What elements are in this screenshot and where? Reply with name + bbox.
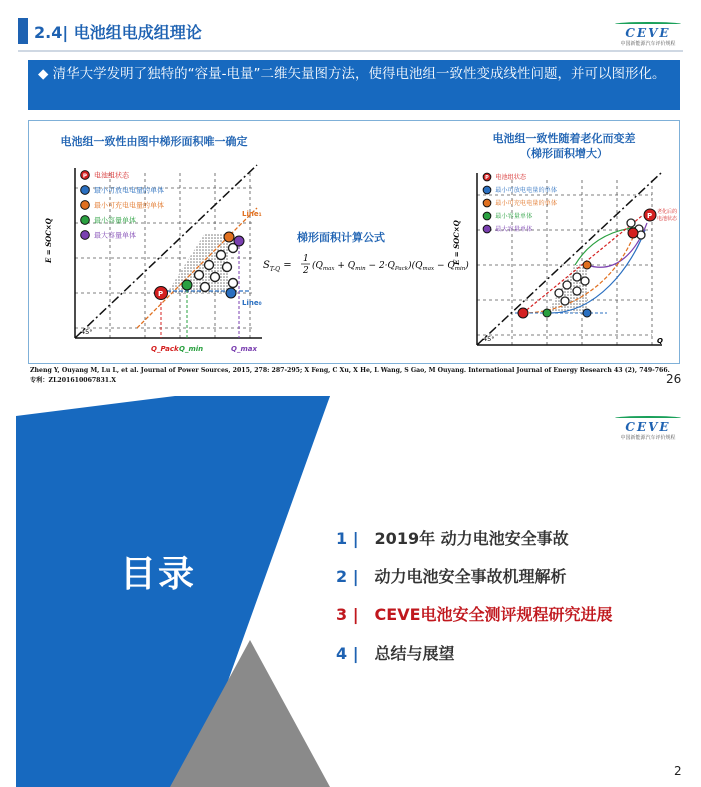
right-min-capacity-cell — [543, 309, 551, 317]
toc-title: 目录 — [120, 554, 197, 595]
toc-item-number: 3 | — [336, 605, 359, 624]
right-diagonal — [477, 173, 661, 345]
left-min-dischargeable-cell — [226, 288, 236, 298]
legend-marker — [483, 199, 491, 207]
title-divider — [18, 50, 683, 52]
left-line1-label: Line₁ — [242, 210, 262, 218]
logo-word: CEVE — [625, 420, 671, 434]
right-aged-annotation-line1: 老化后的 — [657, 209, 678, 215]
legend-label: 最大容量单体 — [495, 226, 533, 234]
formula-svg — [261, 249, 469, 279]
left-angle-label: 45° — [81, 328, 93, 336]
legend-label: 最小可充电电量的单体 — [94, 201, 164, 210]
legend-label: 最小容量单体 — [495, 213, 533, 221]
left-x-label-qpack: Q_Pack — [151, 345, 179, 353]
formula-rhs: $(Q_{max} + Q_{min} - 2\cdot Q_{Pack})(Q_{max} - Q_{min})$ — [312, 261, 469, 272]
logo-word: CEVE — [625, 26, 671, 40]
legend-marker — [81, 231, 90, 240]
right-figure-caption — [459, 131, 669, 161]
left-max-capacity-cell — [234, 236, 244, 246]
formula-half-den: 2 — [303, 266, 309, 276]
toc-item-1[interactable] — [336, 526, 569, 549]
reference-line-1: Zheng Y, Ouyang M, Lu L, et al. Journal of Power Sources, 2015, 278: 287-295; X Feng, C Xu, X He, L Wang, S Gao, M Ouyang. International Journal of Energy Research 43 (2), 749-766. — [30, 367, 670, 374]
legend-label: 最小可充电电量的单体 — [495, 200, 558, 208]
formula-title: 梯形面积计算公式 — [297, 231, 385, 244]
toc-item-label: 2019年 动力电池安全事故 — [374, 529, 569, 548]
right-x-label: Q — [657, 337, 663, 345]
legend-marker — [483, 212, 491, 220]
legend-label: 最大容量单体 — [94, 231, 136, 240]
legend-marker — [81, 186, 90, 195]
left-line0-label: Line₀ — [242, 299, 262, 307]
legend-marker-letter: P — [485, 175, 489, 182]
legend-label: 电池组状态 — [495, 174, 527, 182]
right-vector-diagram — [447, 165, 677, 360]
toc-item-4[interactable] — [336, 641, 455, 664]
toc-item-number: 2 | — [336, 567, 359, 586]
legend-marker-letter: P — [82, 173, 88, 180]
slide-title: 2.4| 电池组电成组理论 — [34, 23, 202, 42]
toc-item-label: CEVE电池安全测评规程研究进展 — [374, 605, 613, 624]
toc-item-number: 4 | — [336, 644, 359, 663]
legend-label: 最小可放电电量的单体 — [94, 186, 164, 195]
slide-26 — [0, 0, 701, 392]
left-pack-marker-letter: P — [158, 290, 164, 298]
right-min-chargeable-cell — [583, 261, 591, 269]
summary-banner: ◆ 清华大学发明了独特的“容量-电量”二维矢量图方法，使得电池组一致性变成线性问题，并可以图形化。 — [28, 60, 680, 110]
right-min-dischargeable-cell — [583, 309, 591, 317]
right-pack-aged-marker — [628, 228, 638, 238]
left-min-capacity-cell — [182, 280, 192, 290]
legend-marker — [483, 186, 491, 194]
page-number: 26 — [666, 372, 682, 386]
slide-toc — [0, 396, 701, 787]
right-pack-state-initial — [518, 308, 528, 318]
left-min-chargeable-cell — [224, 232, 234, 242]
toc-item-label: 动力电池安全事故机理解析 — [374, 567, 567, 586]
formula-half-num: 1 — [303, 254, 309, 264]
legend-label: 电池组状态 — [94, 171, 129, 180]
page-number-toc: 2 — [674, 764, 682, 778]
right-caption-line-1: 电池组一致性随着老化而变差 — [492, 132, 636, 145]
right-y-axis-label: E = SOC×Q — [452, 220, 461, 265]
left-x-label-qmax: Q_max — [231, 345, 257, 353]
left-y-axis-label: E = SOC×Q — [44, 218, 53, 263]
right-angle-label: 45° — [483, 335, 495, 343]
title-accent-bar — [18, 18, 28, 44]
trapezoid-area-formula — [261, 249, 469, 282]
logo-subtitle: 中国新能源汽车评价规程 — [620, 435, 676, 441]
formula-lhs: $S_{T-Q}$ = — [263, 260, 292, 273]
logo-subtitle: 中国新能源汽车评价规程 — [620, 41, 676, 47]
ceve-logo — [609, 22, 687, 50]
reference-line-2: 专利：ZL201610067831.X — [30, 377, 117, 384]
left-figure-caption: 电池组一致性由图中梯形面积唯一确定 — [60, 135, 248, 148]
toc-item-label: 总结与展望 — [374, 644, 455, 663]
toc-background-shapes — [0, 396, 701, 787]
toc-item-3[interactable] — [336, 602, 613, 625]
right-pack-marker-letter: P — [647, 212, 653, 220]
right-aged-annotation-line2: 电池状态 — [657, 216, 678, 222]
left-legend — [81, 170, 164, 239]
references — [30, 366, 670, 386]
toc-item-2[interactable] — [336, 564, 567, 587]
legend-marker — [81, 216, 90, 225]
figure-panel — [28, 120, 680, 364]
right-caption-line-2: （梯形面积增大） — [520, 147, 608, 160]
toc-item-number: 1 | — [336, 529, 359, 548]
legend-label: 最小容量单体 — [94, 216, 136, 225]
legend-label: 最小可放电电量的单体 — [495, 187, 558, 195]
ceve-logo-toc — [609, 416, 687, 444]
legend-marker — [483, 225, 491, 233]
legend-marker — [81, 201, 90, 210]
left-vector-diagram — [37, 153, 277, 358]
left-x-label-qmin: Q_min — [179, 345, 204, 353]
